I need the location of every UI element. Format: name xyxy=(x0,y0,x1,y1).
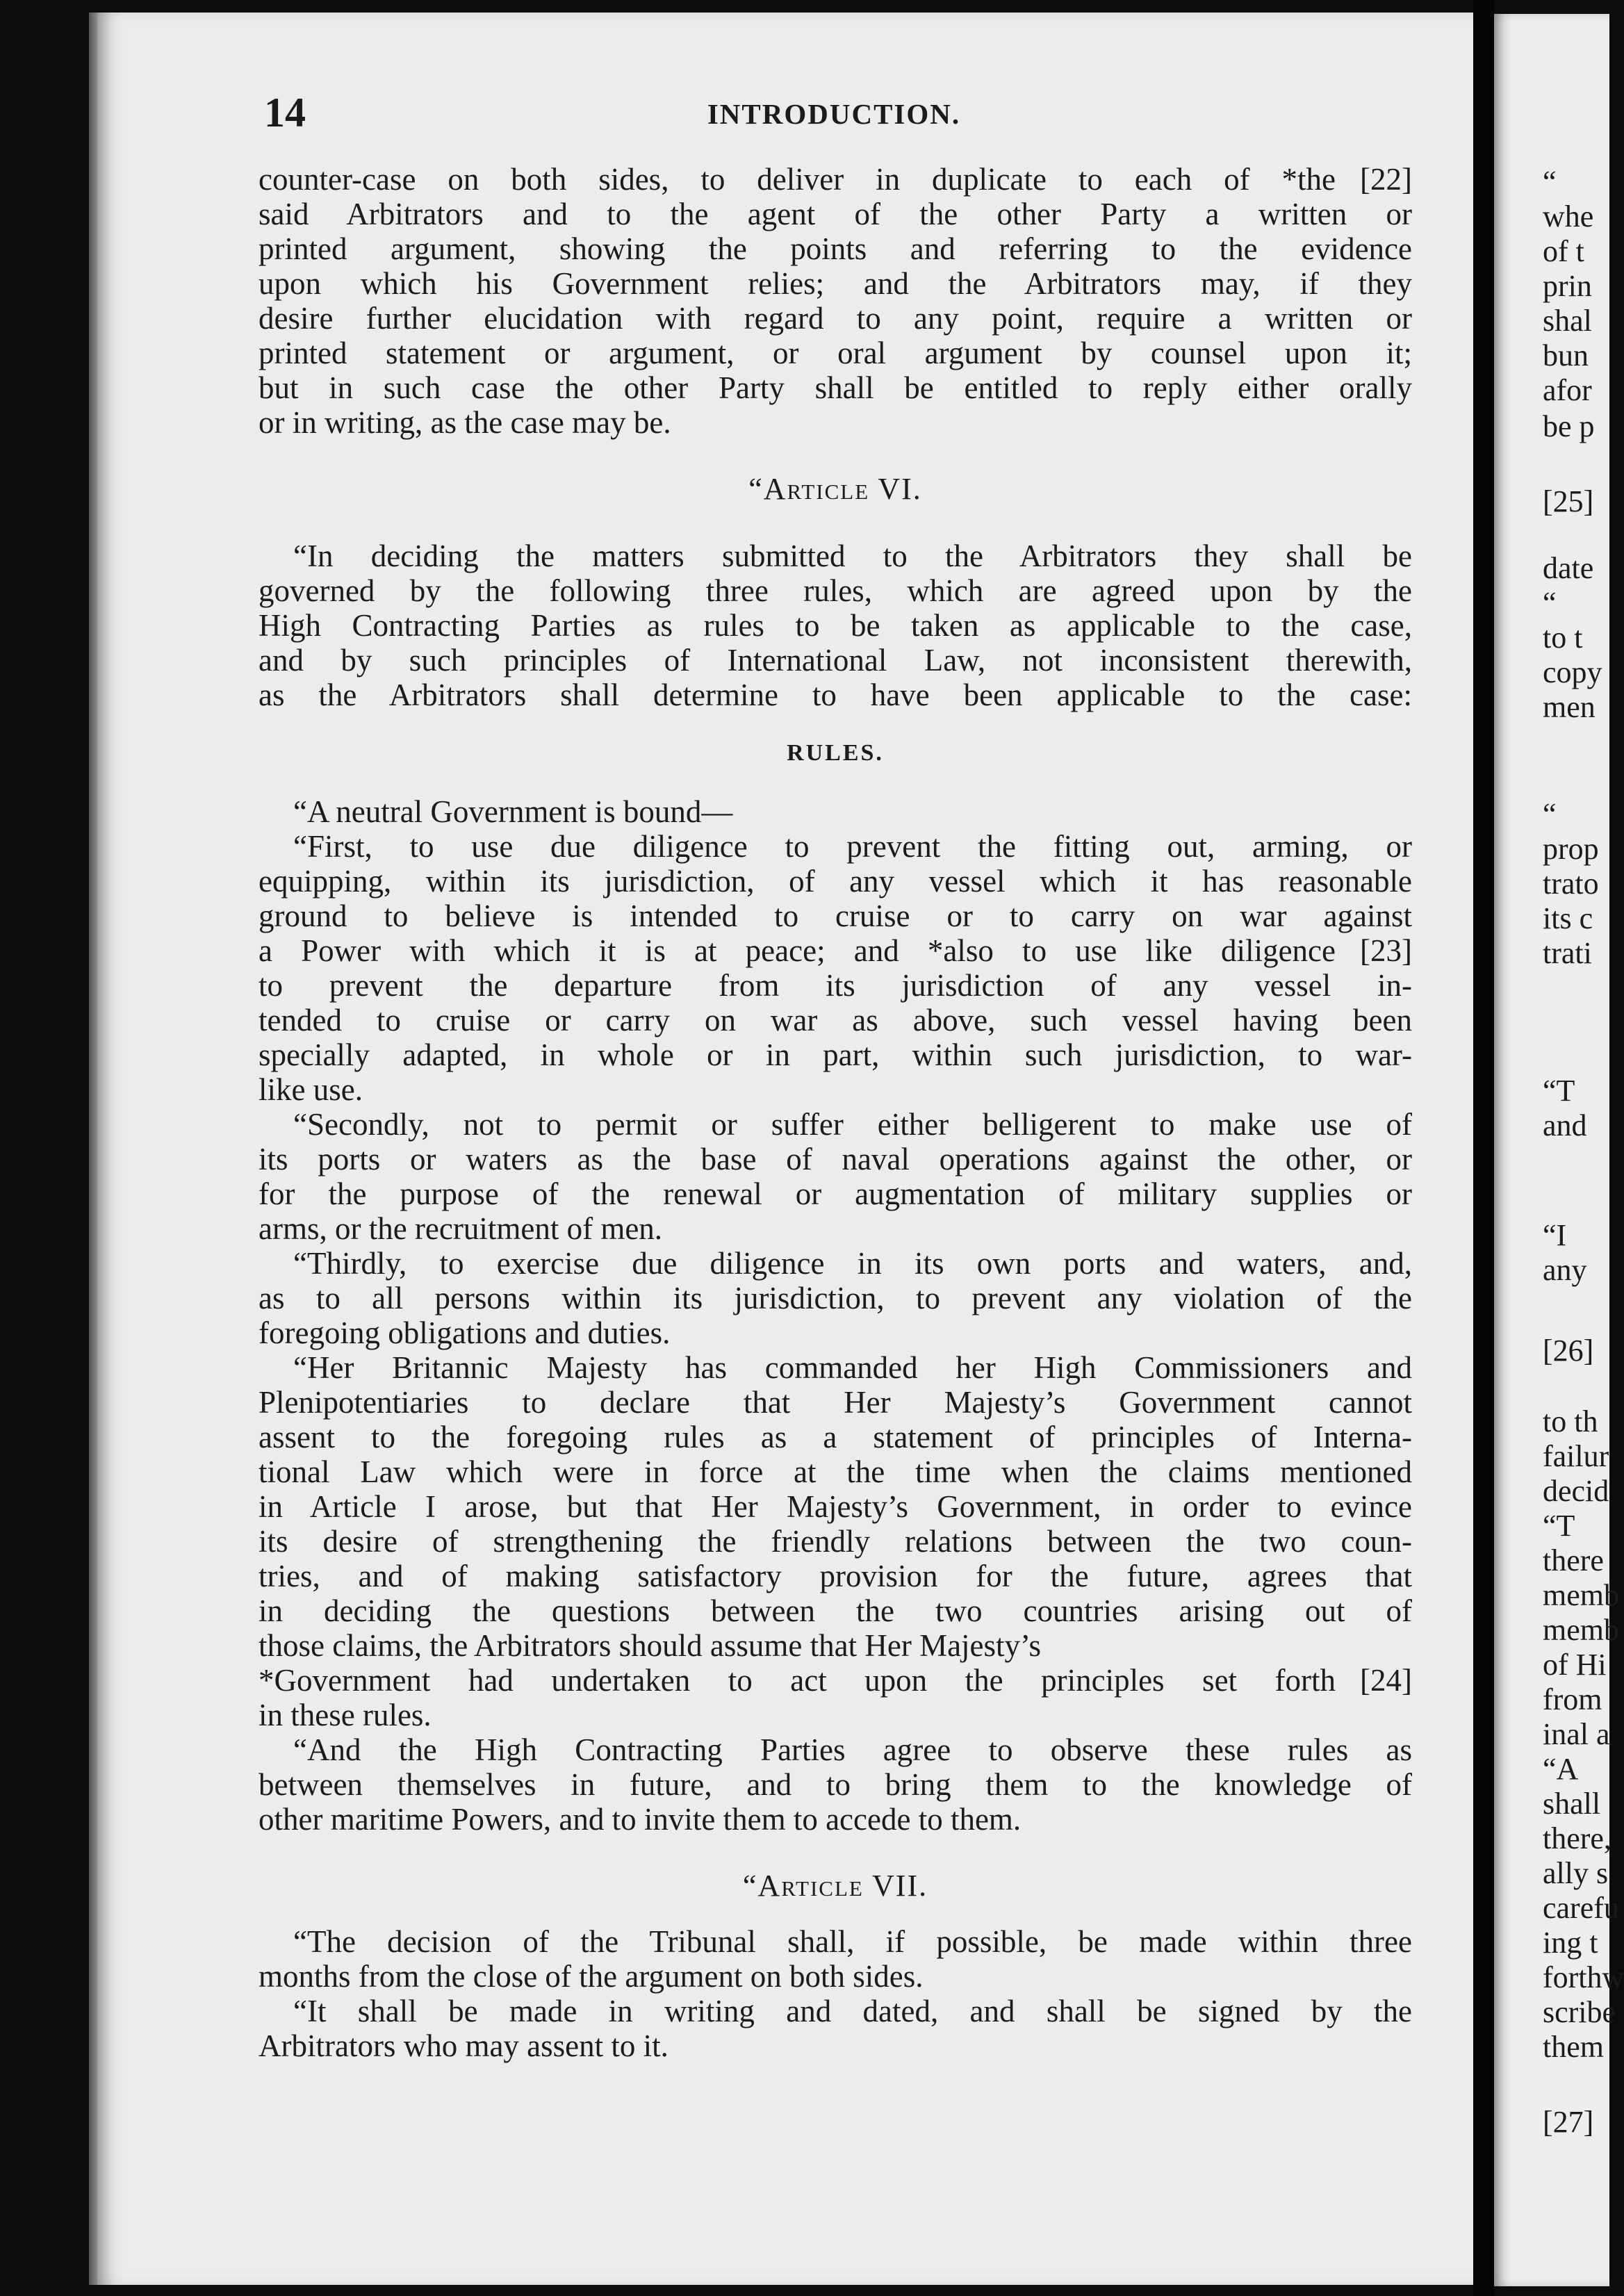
text-line xyxy=(259,162,1412,197)
line-text: “Secondly, not to permit or suffer either belligerent to make use of xyxy=(293,1107,1412,1142)
line-text: other maritime Powers, and to invite them to accede to them. xyxy=(259,1802,1022,1837)
line-text: in these rules. xyxy=(259,1698,432,1732)
text-line xyxy=(259,829,1412,864)
facing-page-fragment: date xyxy=(1543,551,1594,585)
line-text: or in writing, as the case may be. xyxy=(259,405,671,440)
paragraph-counter-case xyxy=(259,162,1412,440)
facing-page-fragment: there xyxy=(1543,1543,1604,1577)
line-text: in deciding the questions between the two countries arising out of xyxy=(259,1593,1412,1628)
facing-page-fragment: carefu xyxy=(1543,1891,1619,1925)
text-line xyxy=(259,643,1412,678)
facing-page-fragment: forthw xyxy=(1543,1960,1624,1994)
text-line xyxy=(259,678,1412,712)
facing-page-fragment: afor xyxy=(1543,373,1592,407)
facing-page-fragment: ing t xyxy=(1543,1926,1598,1960)
facing-page-fragment: be p xyxy=(1543,409,1595,443)
facing-page-fragment: them xyxy=(1543,2030,1604,2064)
line-text: as to all persons within its jurisdiction, to prevent any violation of the xyxy=(259,1281,1412,1315)
text-line xyxy=(259,197,1412,231)
line-text: for the purpose of the renewal or augmentation of military supplies or xyxy=(259,1176,1412,1211)
line-text: “The decision of the Tribunal shall, if possible, be made within three xyxy=(293,1924,1412,1959)
line-text: its ports or waters as the base of naval operations against the other, or xyxy=(259,1142,1412,1176)
text-line xyxy=(259,1281,1412,1315)
facing-page-fragment: “ xyxy=(1543,586,1557,620)
facing-page-fragment: bun xyxy=(1543,338,1589,372)
facing-page-fragment: of Hi xyxy=(1543,1648,1607,1682)
line-text: upon which his Government relies; and the Arbitrators may, if they xyxy=(259,266,1412,301)
facing-page-fragment: whe xyxy=(1543,199,1594,233)
line-text: but in such case the other Party shall be entitled to reply either orally xyxy=(259,370,1412,405)
running-title: INTRODUCTION. xyxy=(707,98,961,130)
line-text: specially adapted, in whole or in part, within such jurisdiction, to war- xyxy=(259,1038,1412,1072)
facing-page-fragment: copy xyxy=(1543,655,1602,689)
text-line xyxy=(259,1246,1412,1281)
text-line xyxy=(259,301,1412,336)
line-text: desire further elucidation with regard to any point, require a written or xyxy=(259,301,1412,336)
text-line xyxy=(259,1454,1412,1489)
text-line xyxy=(259,573,1412,608)
facing-page xyxy=(1494,14,1624,2286)
line-text: Arbitrators who may assent to it. xyxy=(259,2028,669,2063)
text-line xyxy=(259,1211,1412,1246)
text-line xyxy=(259,1732,1412,1767)
line-text: “And the High Contracting Parties agree to observe these rules as xyxy=(293,1732,1412,1767)
facing-page-fragment: and xyxy=(1543,1108,1587,1142)
line-text: like use. xyxy=(259,1072,363,1107)
line-text: tional Law which were in force at the time when the claims mentioned xyxy=(259,1454,1412,1489)
paragraph-rules-intro xyxy=(259,539,1412,712)
text-line xyxy=(259,1385,1412,1420)
text-line xyxy=(259,1959,1412,1994)
line-text: tended to cruise or carry on war as above, such vessel having been xyxy=(259,1003,1412,1038)
text-line xyxy=(259,1107,1412,1142)
line-text: “A neutral Government is bound— xyxy=(293,794,733,829)
text-line xyxy=(259,1767,1412,1802)
text-line xyxy=(259,608,1412,643)
facing-page-fragment: scribe xyxy=(1543,1995,1616,2029)
line-text: Plenipotentiaries to declare that Her Majesty’s Government cannot xyxy=(259,1385,1412,1420)
text-line xyxy=(259,336,1412,370)
text-line xyxy=(259,266,1412,301)
text-line xyxy=(259,370,1412,405)
main-text-column xyxy=(259,162,1412,2063)
line-text: ground to believe is intended to cruise or to carry on war against xyxy=(259,899,1412,933)
line-text: equipping, within its jurisdiction, of any vessel which it has reasonable xyxy=(259,864,1412,899)
facing-page-fragment: shal xyxy=(1543,304,1592,338)
text-line xyxy=(259,968,1412,1003)
line-text: between themselves in future, and to bring them to the knowledge of xyxy=(259,1767,1412,1802)
text-line xyxy=(259,864,1412,899)
line-text: “It shall be made in writing and dated, and shall be signed by the xyxy=(293,1994,1412,2028)
facing-page-fragment: prin xyxy=(1543,269,1592,303)
line-text: counter-case on both sides, to deliver in duplicate to each of *the xyxy=(259,162,1336,197)
line-text: said Arbitrators and to the agent of the other Party a written or xyxy=(259,197,1412,231)
line-text: “Her Britannic Majesty has commanded her High Commissioners and xyxy=(293,1350,1412,1385)
running-head xyxy=(257,89,1411,138)
text-line xyxy=(259,1663,1412,1698)
page-reference-marker: [23] xyxy=(1360,933,1412,968)
article-heading: “Article VII. xyxy=(742,1869,928,1903)
line-text: months from the close of the argument on both sides. xyxy=(259,1959,924,1994)
facing-page-fragment: of t xyxy=(1543,234,1584,268)
facing-page-fragment: its c xyxy=(1543,901,1593,935)
facing-page-fragment: trato xyxy=(1543,867,1599,901)
line-text: “In deciding the matters submitted to the Arbitrators they shall be xyxy=(293,539,1412,573)
line-text: printed argument, showing the points and referring to the evidence xyxy=(259,231,1412,266)
facing-page-fragment: memb xyxy=(1543,1613,1619,1647)
article-heading: “Article VI. xyxy=(748,472,922,506)
text-line xyxy=(259,1072,1412,1107)
facing-page-fragment: “T xyxy=(1543,1074,1575,1108)
line-text: High Contracting Parties as rules to be taken as applicable to the case, xyxy=(259,608,1412,643)
facing-page-fragment: shall xyxy=(1543,1787,1601,1821)
paragraph-decision xyxy=(259,1924,1412,2063)
line-text: in Article I arose, but that Her Majesty’s Government, in order to evince xyxy=(259,1489,1412,1524)
text-line xyxy=(259,1176,1412,1211)
text-line xyxy=(259,231,1412,266)
facing-page-fragment: to t xyxy=(1543,621,1583,655)
line-text: governed by the following three rules, which are agreed upon by the xyxy=(259,573,1412,608)
text-line xyxy=(259,539,1412,573)
text-line xyxy=(259,1350,1412,1385)
facing-page-fragment: to th xyxy=(1543,1404,1598,1438)
text-line xyxy=(259,1628,1412,1663)
facing-page-fragment: [25] xyxy=(1543,484,1594,518)
line-text: its desire of strengthening the friendly relations between the two coun- xyxy=(259,1524,1412,1559)
line-text: to prevent the departure from its jurisdiction of any vessel in- xyxy=(259,968,1412,1003)
line-text: “First, to use due diligence to prevent the fitting out, arming, or xyxy=(293,829,1412,864)
text-line xyxy=(259,1524,1412,1559)
line-text: foregoing obligations and duties. xyxy=(259,1315,671,1350)
line-text: tries, and of making satisfactory provision for the future, agrees that xyxy=(259,1559,1412,1593)
line-text: assent to the foregoing rules as a statement of principles of Interna- xyxy=(259,1420,1412,1454)
text-line xyxy=(259,1003,1412,1038)
text-line xyxy=(259,1802,1412,1837)
line-text: printed statement or argument, or oral argument by counsel upon it; xyxy=(259,336,1412,370)
text-line xyxy=(259,1994,1412,2028)
facing-page-fragment: “A xyxy=(1543,1752,1579,1786)
facing-page-fragment: [27] xyxy=(1543,2105,1594,2139)
facing-page-fragment: ally s xyxy=(1543,1856,1609,1890)
line-text: those claims, the Arbitrators should assume that Her Majesty’s xyxy=(259,1628,1042,1663)
facing-page-fragment: inal a xyxy=(1543,1717,1610,1751)
facing-page-fragment: “ xyxy=(1543,165,1557,199)
page-gutter xyxy=(1473,0,1494,2296)
line-text: arms, or the recruitment of men. xyxy=(259,1211,663,1246)
facing-page-fragment: any xyxy=(1543,1253,1587,1287)
facing-page-fragment: failur xyxy=(1543,1439,1609,1473)
text-line xyxy=(259,1593,1412,1628)
page-number: 14 xyxy=(264,90,306,136)
rules-section xyxy=(259,794,1412,1837)
text-line xyxy=(259,1038,1412,1072)
text-line xyxy=(259,1559,1412,1593)
facing-page-fragment: there, xyxy=(1543,1821,1611,1855)
text-line xyxy=(259,405,1412,440)
line-text: as the Arbitrators shall determine to have been applicable to the case: xyxy=(259,678,1412,712)
text-line xyxy=(259,794,1412,829)
facing-page-fragment: prop xyxy=(1543,832,1599,866)
facing-page-fragment: decid xyxy=(1543,1474,1609,1508)
facing-page-fragment: men xyxy=(1543,690,1596,724)
facing-page-fragment: memb xyxy=(1543,1578,1619,1612)
text-line xyxy=(259,1924,1412,1959)
text-line xyxy=(259,2028,1412,2063)
facing-page-fragment: [26] xyxy=(1543,1334,1594,1368)
line-text: and by such principles of International Law, not inconsistent therewith, xyxy=(259,643,1412,678)
text-line xyxy=(259,1698,1412,1732)
text-line xyxy=(259,1489,1412,1524)
page-reference-marker: [22] xyxy=(1360,162,1412,197)
text-line xyxy=(259,1142,1412,1176)
text-line xyxy=(259,899,1412,933)
line-text: “Thirdly, to exercise due diligence in its own ports and waters, and, xyxy=(293,1246,1412,1281)
facing-page-fragment: “ xyxy=(1543,797,1557,831)
facing-page-fragment: “T xyxy=(1543,1509,1575,1543)
line-text: a Power with which it is at peace; and *also to use like diligence xyxy=(259,933,1336,968)
text-line xyxy=(259,1315,1412,1350)
rules-heading: RULES. xyxy=(787,740,884,766)
text-line xyxy=(259,1420,1412,1454)
text-line xyxy=(259,933,1412,968)
facing-page-fragment: from xyxy=(1543,1682,1602,1716)
facing-page-fragment: trati xyxy=(1543,936,1592,970)
facing-page-fragment: “I xyxy=(1543,1218,1567,1252)
page-reference-marker: [24] xyxy=(1360,1663,1412,1698)
line-text: *Government had undertaken to act upon the principles set forth xyxy=(259,1663,1336,1698)
